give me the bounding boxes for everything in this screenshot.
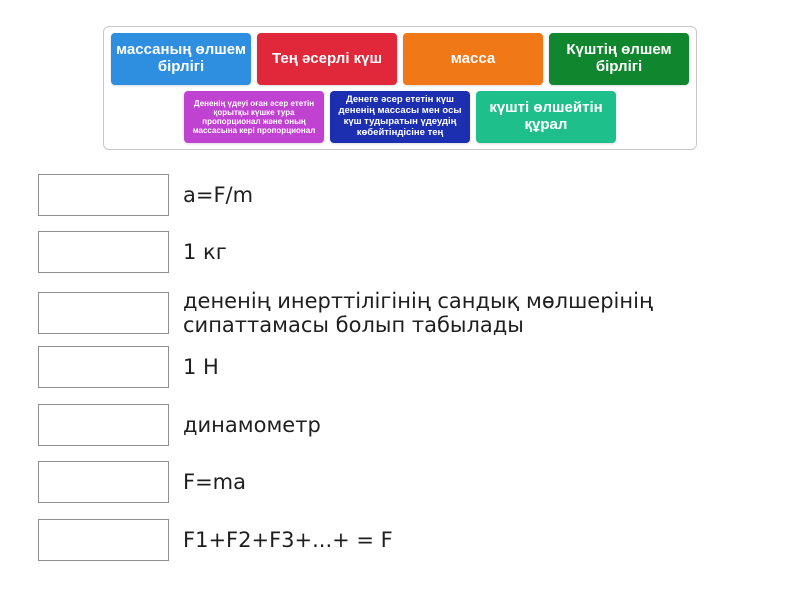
clue-text: дененің инерттілігінің сандық мөлшерінің сипаттамасы болып табылады <box>183 289 653 338</box>
match-row <box>38 461 743 503</box>
drop-slot[interactable] <box>38 231 169 273</box>
clue-text: a=F/m <box>183 182 254 207</box>
tile-newton-second-law[interactable]: Дененің үдеуі оған әсер ететін қорытқы күшке тура пропорционал және оның массасына кері пропорционал <box>184 91 324 143</box>
clue-text: 1 Н <box>183 354 219 379</box>
drop-slot[interactable] <box>38 292 169 334</box>
match-row <box>38 174 743 216</box>
tile-mass[interactable]: масса <box>403 33 543 85</box>
tile-mass-unit[interactable]: массаның өлшем бірлігі <box>111 33 251 85</box>
drop-slot[interactable] <box>38 461 169 503</box>
match-row <box>38 346 743 388</box>
clue-text: динамометр <box>183 412 321 437</box>
tile-force-meter[interactable]: күшті өлшейтін құрал <box>476 91 616 143</box>
clue-text: F1+F2+F3+...+ = F <box>183 527 393 552</box>
clue-text: F=ma <box>183 469 246 494</box>
tile-force-definition[interactable]: Денеге әсер ететін күш дененің массасы мен осы күш тудыратын үдеудің көбейтіндісіне тең <box>330 91 470 143</box>
drop-slot[interactable] <box>38 174 169 216</box>
tile-bank <box>103 26 697 150</box>
match-row <box>38 231 743 273</box>
match-row <box>38 404 743 446</box>
match-row <box>38 289 743 337</box>
drop-slot[interactable] <box>38 346 169 388</box>
tile-force-unit[interactable]: Күштің өлшем бірлігі <box>549 33 689 85</box>
match-row <box>38 519 743 561</box>
drop-slot[interactable] <box>38 404 169 446</box>
tile-resultant-force[interactable]: Тең әсерлі күш <box>257 33 397 85</box>
drop-slot[interactable] <box>38 519 169 561</box>
clue-text: 1 кг <box>183 239 227 264</box>
